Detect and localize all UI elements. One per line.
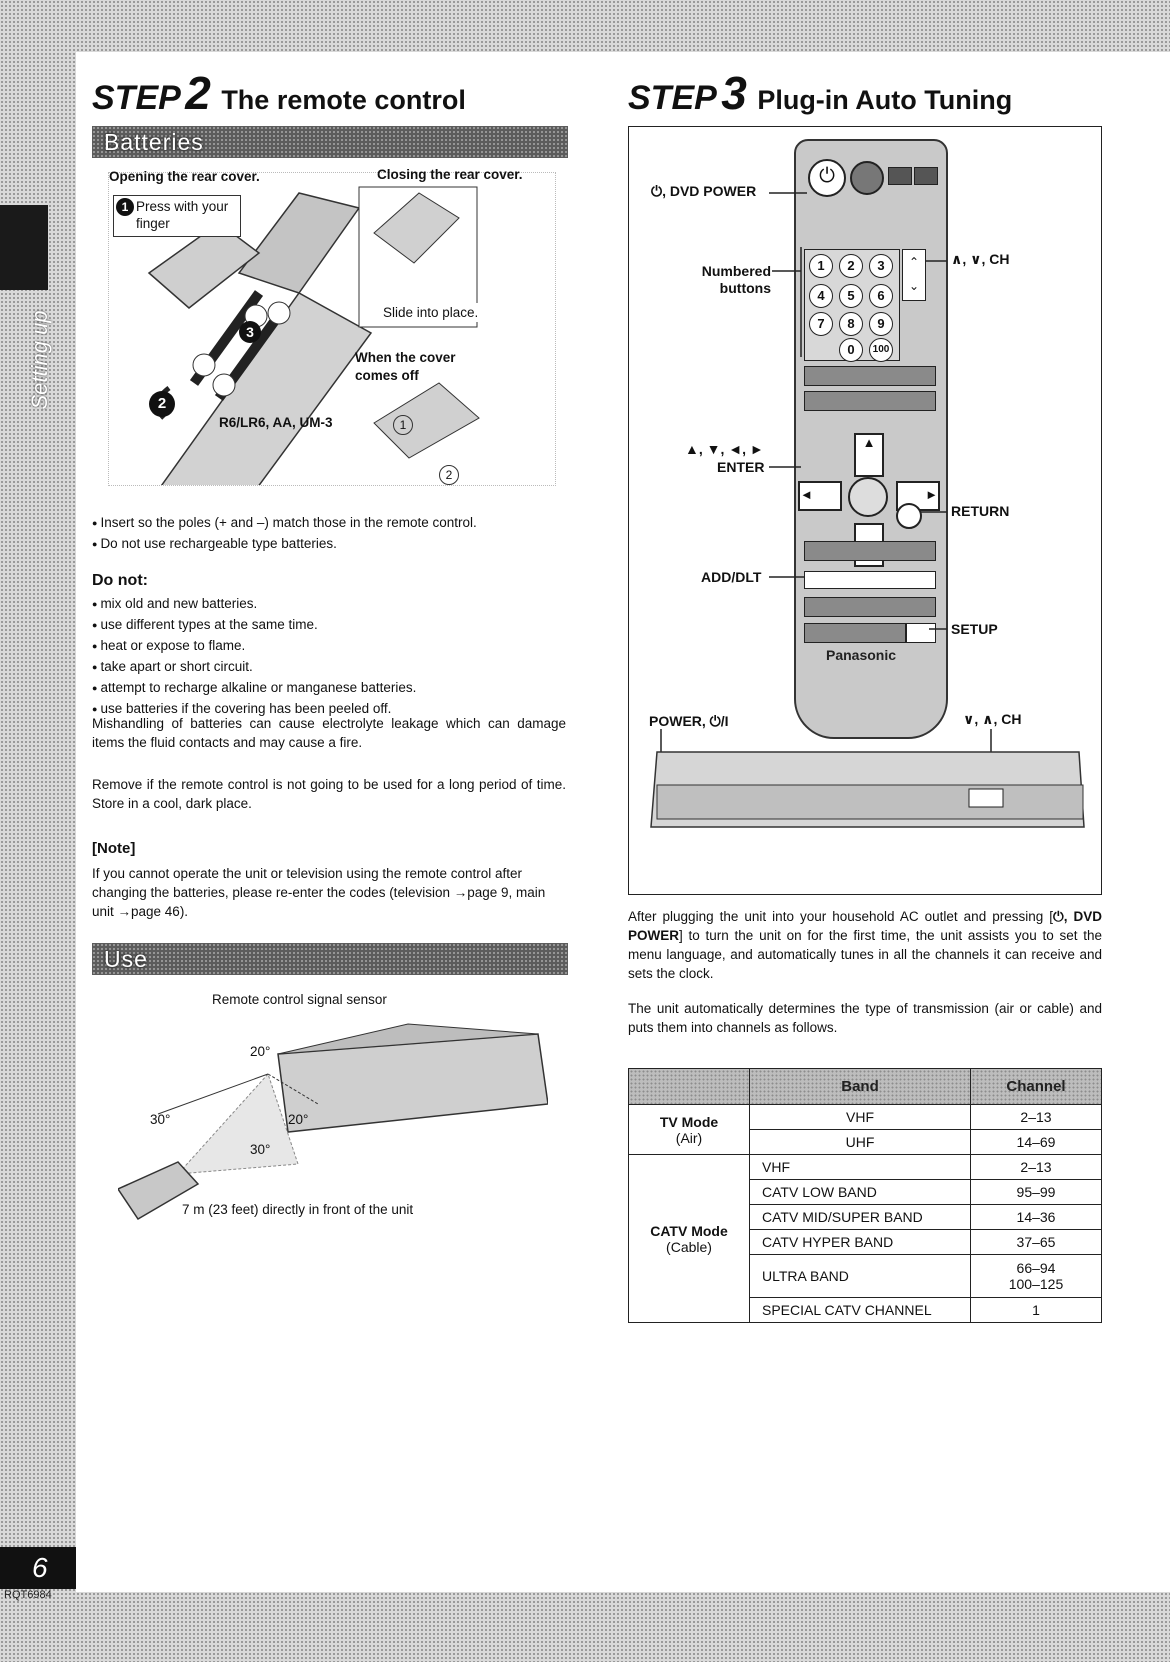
- press-callout: [113, 195, 241, 237]
- table-cell-channel: 14–36: [971, 1205, 1102, 1230]
- numbered-keypad: [804, 249, 900, 361]
- key-5[interactable]: 5: [839, 284, 863, 308]
- key-4[interactable]: 4: [809, 284, 833, 308]
- remote-diagram-frame: [628, 126, 1102, 895]
- side-tab-marker: [0, 205, 48, 290]
- key-2[interactable]: 2: [839, 254, 863, 278]
- label-power: POWER, ⏻/I: [649, 713, 729, 729]
- side-section-label: Setting up: [27, 310, 52, 410]
- cover-step-1: 1: [393, 415, 413, 435]
- donot-item: ● use different types at the same time.: [92, 615, 572, 636]
- table-cell-band: CATV LOW BAND: [750, 1180, 971, 1205]
- top-border-band: [0, 0, 1170, 52]
- closing-caption: Closing the rear cover.: [377, 167, 523, 182]
- status-buttons[interactable]: [804, 597, 936, 617]
- cover-step-2: 2: [439, 465, 459, 485]
- battery-bullets: [92, 513, 572, 555]
- table-cell-band: SPECIAL CATV CHANNEL: [750, 1298, 971, 1323]
- key-3[interactable]: 3: [869, 254, 893, 278]
- mishandling-text: Mishandling of batteries can cause electrolyte leakage which can damage items the fluid contacts and may cause a fire.: [92, 716, 566, 750]
- page-number: 6: [0, 1547, 76, 1589]
- add-dlt-button[interactable]: [804, 571, 936, 589]
- angle-top: 20°: [250, 1044, 271, 1059]
- key-8[interactable]: 8: [839, 312, 863, 336]
- label-add-dlt: ADD/DLT: [701, 569, 762, 585]
- table-cell-channel: 1: [971, 1298, 1102, 1323]
- remote-brand: Panasonic: [826, 647, 897, 663]
- label-unit-ch: ∨, ∧, CH: [963, 711, 1022, 727]
- skip-slow-buttons[interactable]: [804, 366, 936, 386]
- table-cell-band: UHF: [750, 1130, 971, 1155]
- angle-bottom: 30°: [250, 1142, 271, 1157]
- table-cell-channel: 66–94 100–125: [971, 1255, 1102, 1298]
- label-numbered: Numbered buttons: [701, 263, 771, 296]
- tv-power-button[interactable]: [850, 161, 884, 195]
- step2-title: STEP 2 The remote control: [92, 67, 466, 119]
- key-9[interactable]: 9: [869, 312, 893, 336]
- tv-input-button[interactable]: [888, 167, 912, 185]
- donot-list: [92, 594, 572, 720]
- battery-illustration: [108, 167, 556, 486]
- donot-item: ● attempt to recharge alkaline or manganese batteries.: [92, 678, 572, 699]
- para-transmission: The unit automatically determines the type of transmission (air or cable) and puts them into channels as follows.: [628, 1001, 1102, 1035]
- callout-1: 1: [116, 198, 134, 216]
- catv-mode-cell: CATV Mode (Cable): [629, 1155, 750, 1323]
- table-cell-channel: 2–13: [971, 1105, 1102, 1130]
- table-cell-channel: 37–65: [971, 1230, 1102, 1255]
- remote-body: [794, 139, 948, 739]
- press-text: Press with your finger: [136, 199, 229, 231]
- label-dvd-power: ⏻, DVD POWER: [651, 183, 757, 199]
- table-head-blank: [629, 1069, 750, 1105]
- callout-2: 2: [149, 391, 175, 417]
- donot-item: ● take apart or short circuit.: [92, 657, 572, 678]
- label-return: RETURN: [951, 503, 1010, 519]
- table-cell-channel: 2–13: [971, 1155, 1102, 1180]
- table-cell-band: CATV MID/SUPER BAND: [750, 1205, 971, 1230]
- donot-item: ● use batteries if the covering has been peeled off.: [92, 699, 572, 720]
- donot-item: ● mix old and new batteries.: [92, 594, 572, 615]
- label-enter: ENTER: [717, 459, 765, 475]
- dvd-power-button[interactable]: ⏻: [808, 159, 846, 197]
- stop-pause-play-buttons[interactable]: [804, 391, 936, 411]
- label-arrows: ▲, ▼, ◄, ►: [685, 441, 764, 457]
- step3-title: STEP 3 Plug-in Auto Tuning: [628, 67, 1013, 119]
- enter-button[interactable]: [848, 477, 888, 517]
- note-label: [Note]: [92, 840, 136, 857]
- table-cell-channel: 95–99: [971, 1180, 1102, 1205]
- ch-buttons[interactable]: ⌃ ⌄: [902, 249, 926, 301]
- label-setup: SETUP: [951, 621, 998, 637]
- drive-select-button[interactable]: [914, 167, 938, 185]
- display-audio-buttons[interactable]: [804, 623, 906, 643]
- use-section-bar: Use: [92, 943, 568, 975]
- use-illustration: [118, 1014, 548, 1224]
- left-button[interactable]: ◄: [798, 481, 842, 511]
- doc-code: RQT6984: [4, 1589, 52, 1601]
- bullet-poles: ● Insert so the poles (+ and –) match those in the remote control.: [92, 513, 572, 534]
- bullet-rechargeable: ● Do not use rechargeable type batteries.: [92, 534, 572, 555]
- table-cell-band: VHF: [750, 1155, 971, 1180]
- band-channel-table: [628, 1068, 1102, 1323]
- key-0[interactable]: 0: [839, 338, 863, 362]
- table-cell-band: VHF: [750, 1105, 971, 1130]
- key-1[interactable]: 1: [809, 254, 833, 278]
- distance-text: 7 m (23 feet) directly in front of the unit: [182, 1202, 414, 1217]
- cover-off-text: When the cover comes off: [355, 350, 456, 383]
- remove-text: Remove if the remote control is not going to be used for a long period of time. Store in a cool, dark place.: [92, 777, 566, 811]
- right-button[interactable]: ►: [896, 481, 940, 511]
- key-100[interactable]: 100: [869, 338, 893, 362]
- opening-caption: Opening the rear cover.: [109, 169, 260, 184]
- key-7[interactable]: 7: [809, 312, 833, 336]
- table-head-channel: Channel: [971, 1069, 1102, 1105]
- table-head-band: Band: [750, 1069, 971, 1105]
- use-drawing: [118, 1014, 548, 1224]
- table-cell-band: ULTRA BAND: [750, 1255, 971, 1298]
- angle-left: 30°: [150, 1112, 171, 1127]
- para-plugin: After plugging the unit into your household AC outlet and pressing [⏻, DVD POWER] to turn the unit on for the first time, the unit assists you to set the menu language, and automatically tunes in all the channels it can receive and sets the clock.: [628, 909, 1102, 981]
- bottom-border-band: [0, 1592, 1170, 1662]
- tv-mode-cell: TV Mode (Air): [629, 1105, 750, 1155]
- up-button[interactable]: ▲: [854, 433, 884, 477]
- callout-3: 3: [239, 321, 261, 343]
- batteries-section-bar: Batteries: [92, 126, 568, 158]
- setup-button[interactable]: [906, 623, 936, 643]
- donot-heading: Do not:: [92, 572, 148, 589]
- angle-right: 20°: [288, 1112, 309, 1127]
- battery-type: R6/LR6, AA, UM-3: [219, 415, 333, 430]
- return-button[interactable]: [896, 503, 922, 529]
- frame-display-buttons[interactable]: [804, 541, 936, 561]
- slide-text: Slide into place.: [383, 305, 479, 320]
- donot-item: ● heat or expose to flame.: [92, 636, 572, 657]
- sensor-label: Remote control signal sensor: [212, 992, 387, 1007]
- table-cell-channel: 14–69: [971, 1130, 1102, 1155]
- table-cell-band: CATV HYPER BAND: [750, 1230, 971, 1255]
- note-text: If you cannot operate the unit or television using the remote control after changing the batteries, please re-enter the codes (television →page 9, main unit →page 46).: [92, 866, 546, 919]
- key-6[interactable]: 6: [869, 284, 893, 308]
- label-ch: ∧, ∨, CH: [951, 251, 1010, 267]
